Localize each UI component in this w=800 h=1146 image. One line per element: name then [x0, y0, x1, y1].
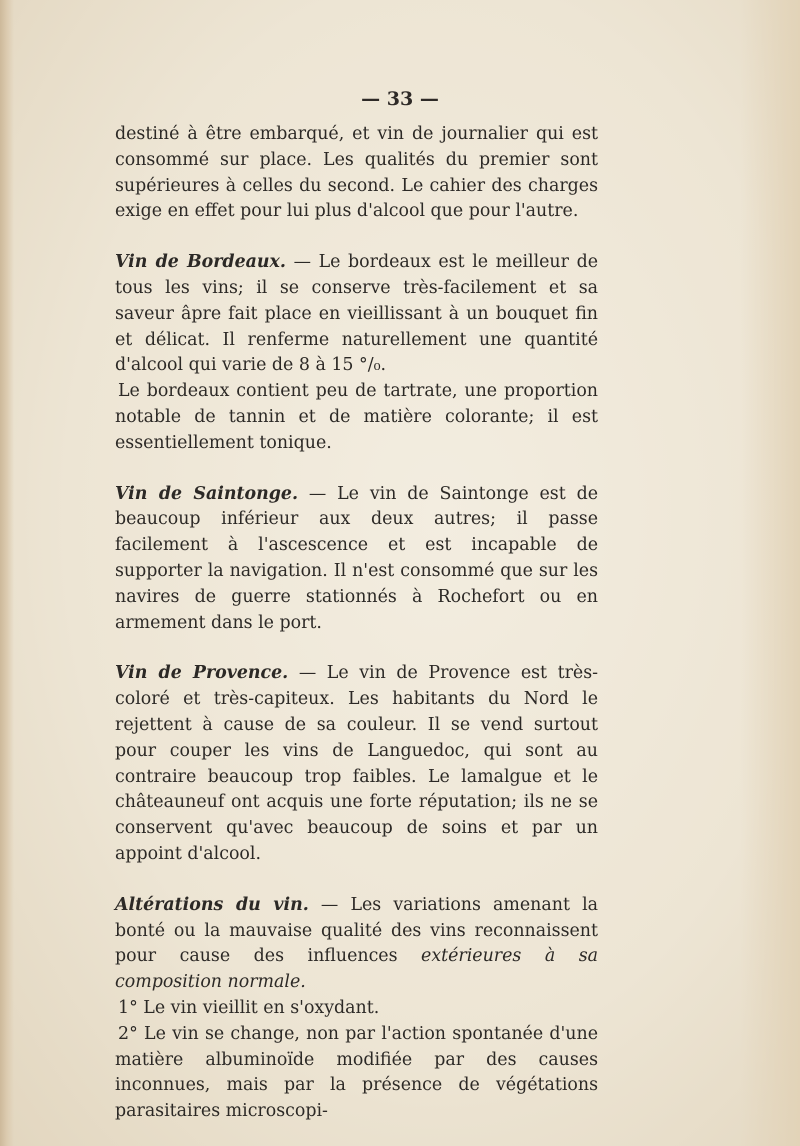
text-bordeaux-1: — Le bordeaux est le meilleur de tous les vins; il se conserve très-facilement et sa saveur âpre fait place en vieillissant à un bouquet fin et délicat. Il renferme naturellement une quantité d'alcool qui varie de 8 à 15 °/₀. [115, 252, 598, 376]
heading-alterations: Altérations du vin. [115, 894, 309, 915]
page-left-edge [0, 0, 14, 1146]
heading-bordeaux: Vin de Bordeaux. [115, 252, 286, 273]
text-alterations: — Les variations amenant la bonté ou la mauvaise qualité des vins reconnaissent pour cause des influences [115, 894, 598, 967]
page-right-edge [740, 0, 800, 1146]
list-item-2: 2° Le vin se change, non par l'action spontanée d'une matière albuminoïde modifiée par des causes inconnues, mais par la présence de végétations parasitaires microscopi- [115, 1023, 598, 1122]
list-item-1: 1° Le vin vieillit en s'oxydant. [118, 997, 380, 1018]
text-saintonge: — Le vin de Saintonge est de beaucoup inférieur aux deux autres; il passe facilement à l'ascescence et est incapable de supporter la navigation. Il n'est consommé que sur les navires de guerre stationnés à Rochefort ou en armement dans le port. [115, 483, 598, 633]
paragraph-saintonge [115, 482, 598, 637]
heading-provence: Vin de Provence. [115, 663, 289, 684]
paragraph-intro: destiné à être embarqué, et vin de journalier qui est consommé sur place. Les qualités du premier sont supérieures à celles du second. Le cahier des charges exige en effet pour lui plus d'alcool que pour l'autre. [115, 124, 598, 222]
page-number: — 33 — [361, 88, 439, 110]
paragraph-bordeaux [115, 250, 598, 379]
heading-saintonge: Vin de Saintonge. [115, 483, 299, 504]
text-provence: — Le vin de Provence est très-coloré et très-capiteux. Les habitants du Nord le rejettent à cause de sa couleur. Il se vend surtout pour couper les vins de Languedoc, qui sont au contraire beaucoup trop faibles. Le lamalgue et le châteauneuf ont acquis une forte réputation; ils ne se conservent qu'avec beaucoup de soins et par un appoint d'alcool. [115, 663, 598, 864]
body-text [115, 122, 598, 1125]
text-alterations-italic: extérieures à sa composition normale. [115, 946, 598, 993]
paragraph-alterations [115, 893, 598, 996]
paragraph-bordeaux-2: Le bordeaux contient peu de tartrate, une proportion notable de tannin et de matière colorante; il est essentiellement tonique. [115, 381, 598, 453]
paragraph-provence [115, 661, 598, 867]
